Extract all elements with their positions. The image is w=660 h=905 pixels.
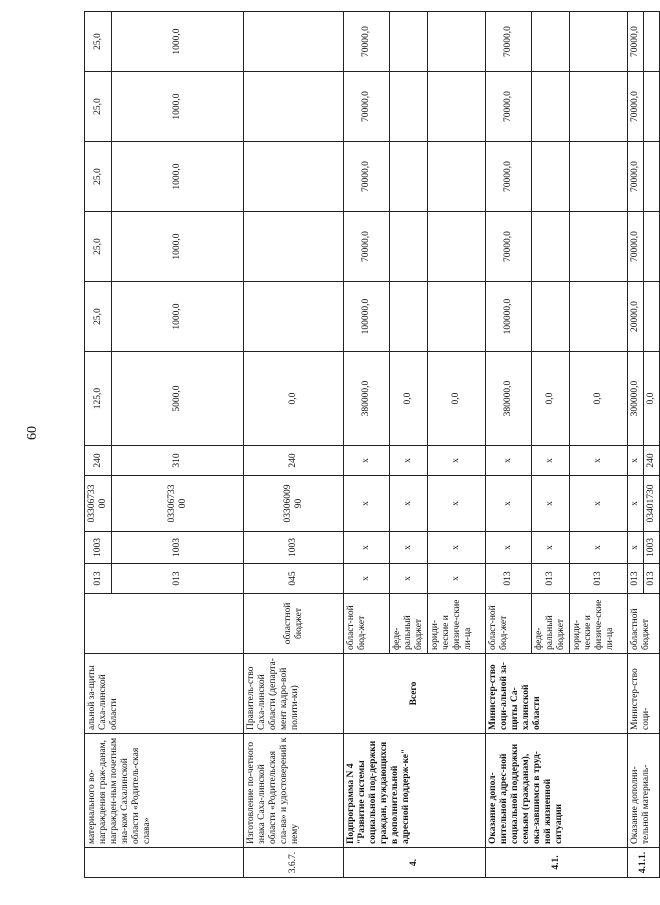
rz-cell: 1003 [644, 532, 660, 564]
csr-cell: x [570, 476, 628, 532]
year3-cell: 70000,0 [344, 142, 390, 212]
rz-cell: 1003 [112, 532, 244, 564]
year3-cell: 25,0 [85, 142, 112, 212]
year4-cell: 70000,0 [344, 72, 390, 142]
total-cell: 0,0 [244, 352, 344, 446]
year2-cell [532, 212, 570, 282]
year5-cell: 70000,0 [344, 12, 390, 72]
year1-cell: 25,0 [85, 282, 112, 352]
year4-cell [570, 72, 628, 142]
year4-cell [532, 72, 570, 142]
year1-cell [390, 282, 428, 352]
year3-cell [244, 142, 344, 212]
vr-cell: x [532, 446, 570, 476]
rz-cell: x [344, 532, 390, 564]
year1-cell [244, 282, 344, 352]
table-row [244, 12, 344, 878]
row-number-cell: 4. [344, 848, 486, 878]
year2-cell [644, 212, 660, 282]
total-cell: 0,0 [570, 352, 628, 446]
year4-cell [390, 72, 428, 142]
rz-cell: x [532, 532, 570, 564]
source-cell: област-ной бюд-жет [486, 594, 532, 654]
csr-cell: x [428, 476, 486, 532]
grbs-cell: x [390, 564, 428, 594]
year2-cell [428, 212, 486, 282]
source-cell: юриди-ческие и физиче-ские ли-ца [428, 594, 486, 654]
year4-cell [428, 72, 486, 142]
grbs-cell: 013 [532, 564, 570, 594]
executor-cell: Министер-ство соци- [628, 654, 660, 734]
vr-cell: 240 [244, 446, 344, 476]
year1-cell: 100000,0 [486, 282, 532, 352]
source-cell: областной бюджет [628, 594, 660, 654]
vr-cell: x [570, 446, 628, 476]
year3-cell [390, 142, 428, 212]
source-cell: областной бюджет [244, 594, 344, 654]
rz-cell: x [628, 532, 644, 564]
source-cell: юриди-ческие и физиче-ские ли-ца [570, 594, 628, 654]
rz-cell: 1003 [244, 532, 344, 564]
vr-cell: x [486, 446, 532, 476]
rz-cell: x [486, 532, 532, 564]
grbs-cell: 013 [85, 564, 112, 594]
source-cell: феде-ральный бюджет [532, 594, 570, 654]
year1-cell [570, 282, 628, 352]
source-cell: феде-ральный бюджет [390, 594, 428, 654]
csr-cell: x [344, 476, 390, 532]
year2-cell [570, 212, 628, 282]
year5-cell [390, 12, 428, 72]
total-cell: 300000,0 [628, 352, 644, 446]
year4-cell [644, 72, 660, 142]
measure-name-cell: Оказание дополни-тельной материаль- [628, 734, 660, 848]
executor-cell: Всего [344, 654, 486, 734]
total-cell: 380000,0 [344, 352, 390, 446]
budget-table [84, 11, 660, 878]
row-number-cell: 4.1.1. [628, 848, 660, 878]
table-row [85, 12, 112, 878]
total-cell: 0,0 [644, 352, 660, 446]
year5-cell: 70000,0 [486, 12, 532, 72]
year4-cell: 70000,0 [486, 72, 532, 142]
year5-cell [428, 12, 486, 72]
vr-cell: 310 [112, 446, 244, 476]
year4-cell: 1000,0 [112, 72, 244, 142]
year5-cell [644, 12, 660, 72]
total-cell: 5000,0 [112, 352, 244, 446]
row-number-cell: 3.6.7. [244, 848, 344, 878]
rz-cell: x [390, 532, 428, 564]
csr-cell: 03306009 90 [244, 476, 344, 532]
year1-cell [644, 282, 660, 352]
table-row [344, 12, 390, 878]
csr-cell: x [390, 476, 428, 532]
vr-cell: x [390, 446, 428, 476]
source-cell: област-ной бюд-жет [344, 594, 390, 654]
executor-cell: Министер-ство соци-альной за-щиты Са-халинской области [486, 654, 628, 734]
grbs-cell: 013 [486, 564, 532, 594]
year3-cell [428, 142, 486, 212]
grbs-cell: x [428, 564, 486, 594]
grbs-cell: 013 [644, 564, 660, 594]
total-cell: 0,0 [390, 352, 428, 446]
vr-cell: x [428, 446, 486, 476]
year1-cell [428, 282, 486, 352]
grbs-cell: 013 [628, 564, 644, 594]
measure-name-cell: Изготовление по-четного знака Саха-линской области «Родительская сла-ва» и удостоверений к нему [244, 734, 344, 848]
year2-cell: 1000,0 [112, 212, 244, 282]
year2-cell: 70000,0 [344, 212, 390, 282]
grbs-cell: 013 [570, 564, 628, 594]
year3-cell [570, 142, 628, 212]
csr-cell: x [628, 476, 644, 532]
year4-cell [244, 72, 344, 142]
table-row [486, 12, 532, 878]
total-cell: 0,0 [428, 352, 486, 446]
rotated-table-container [84, 12, 656, 878]
rz-cell: 1003 [85, 532, 112, 564]
rz-cell: x [570, 532, 628, 564]
rz-cell: x [428, 532, 486, 564]
grbs-cell: 013 [112, 564, 244, 594]
year5-cell: 1000,0 [112, 12, 244, 72]
csr-cell: 03306733 00 [85, 476, 112, 532]
table-row [628, 12, 644, 878]
year4-cell: 25,0 [85, 72, 112, 142]
table-body [85, 12, 660, 878]
csr-cell: x [486, 476, 532, 532]
grbs-cell: 045 [244, 564, 344, 594]
year1-cell: 100000,0 [344, 282, 390, 352]
year2-cell: 25,0 [85, 212, 112, 282]
measure-name-cell: Оказание допол-нительной адрес-ной социальной поддержки семьям (гражданам), ока-завшимся в труд-ной жизненной ситуации [486, 734, 628, 848]
vr-cell: 240 [644, 446, 660, 476]
year5-cell [570, 12, 628, 72]
year3-cell: 70000,0 [486, 142, 532, 212]
total-cell: 125,0 [85, 352, 112, 446]
measure-name-cell: материального во-награждения граж-данам, награжден-ным почетным зна-ком Сахалинской области «Родитель-ская слава» [85, 734, 244, 848]
year1-cell: 20000,0 [628, 282, 644, 352]
year5-cell: 25,0 [85, 12, 112, 72]
csr-cell: 03401730 [644, 476, 660, 532]
year5-cell [532, 12, 570, 72]
total-cell: 380000,0 [486, 352, 532, 446]
page-number: 60 [25, 426, 40, 440]
vr-cell: x [344, 446, 390, 476]
year3-cell: 1000,0 [112, 142, 244, 212]
csr-cell: 03306733 00 [112, 476, 244, 532]
grbs-cell: x [344, 564, 390, 594]
vr-cell: x [628, 446, 644, 476]
source-cell [85, 594, 244, 654]
year2-cell: 70000,0 [628, 212, 644, 282]
year5-cell [244, 12, 344, 72]
vr-cell: 240 [85, 446, 112, 476]
executor-cell: альной за-щиты Саха-линской области [85, 654, 244, 734]
year5-cell: 70000,0 [628, 12, 644, 72]
year1-cell: 1000,0 [112, 282, 244, 352]
year3-cell [532, 142, 570, 212]
executor-cell: Правитель-ство Саха-линской области (департа-мент кадро-вой полити-ки) [244, 654, 344, 734]
row-number-cell: 4.1. [486, 848, 628, 878]
total-cell: 0,0 [532, 352, 570, 446]
year2-cell [244, 212, 344, 282]
row-number-cell [85, 848, 244, 878]
year1-cell [532, 282, 570, 352]
year2-cell: 70000,0 [486, 212, 532, 282]
year3-cell [644, 142, 660, 212]
year4-cell: 70000,0 [628, 72, 644, 142]
measure-name-cell: Подпрограмма N 4 "Развитие системы социальной под-держки граждан, нуждающихся в дополнительной адресной поддерж-ке" [344, 734, 486, 848]
year3-cell: 70000,0 [628, 142, 644, 212]
year2-cell [390, 212, 428, 282]
csr-cell: x [532, 476, 570, 532]
